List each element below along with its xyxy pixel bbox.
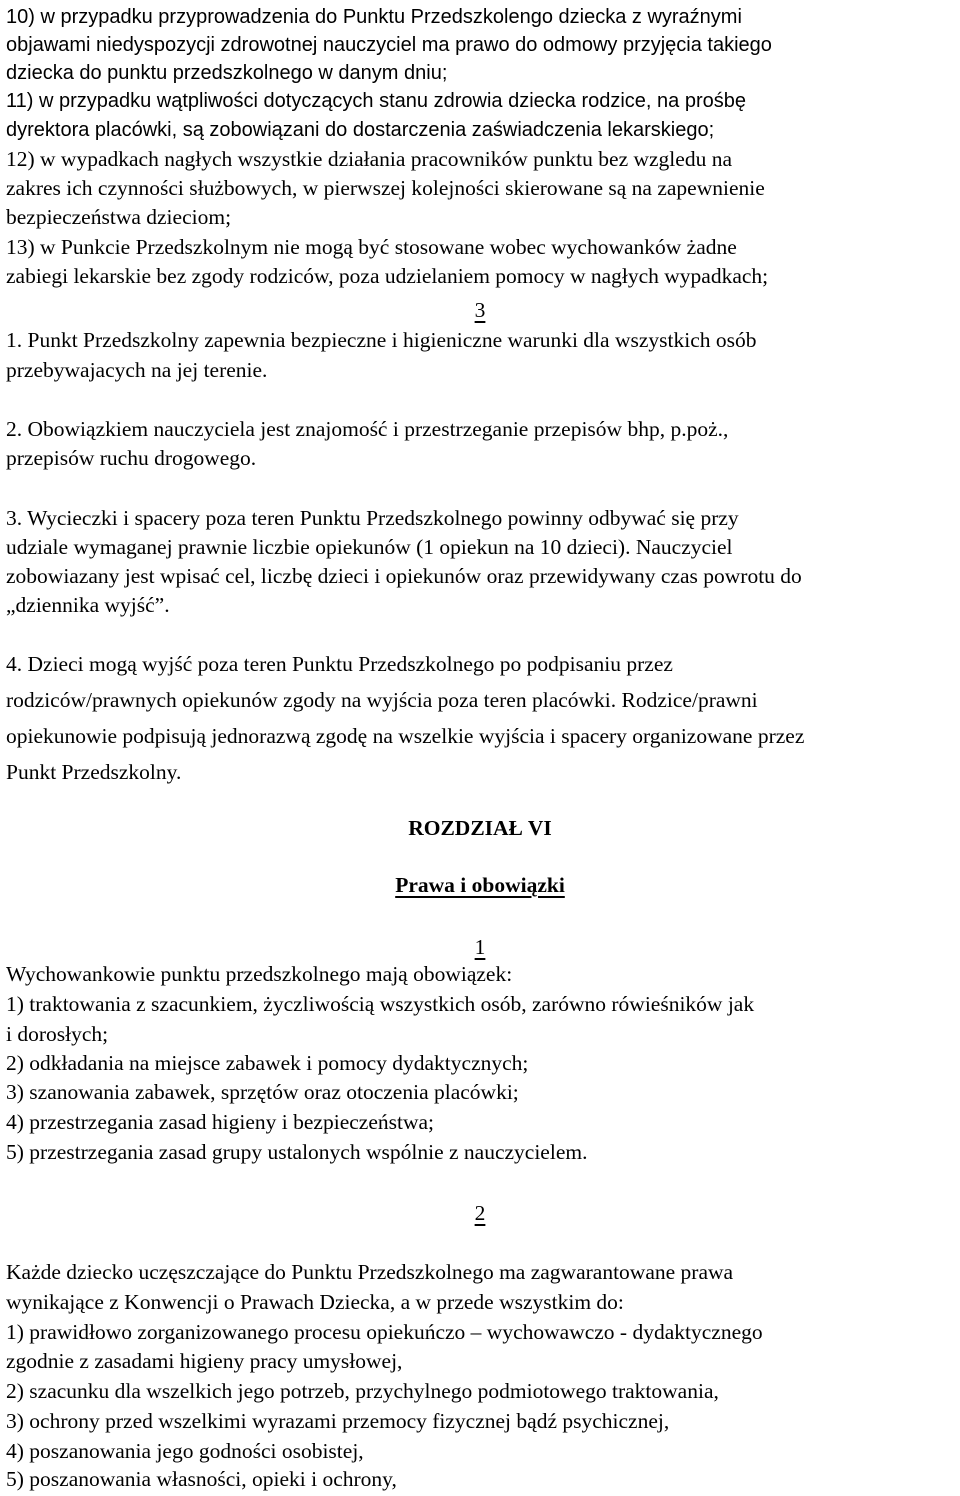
text-line: wynikające z Konwencji o Prawach Dziecka, a w przede wszystkim do: xyxy=(6,1290,624,1314)
text-line: 2) szacunku dla wszelkich jego potrzeb, przychylnego podmiotowego traktowania, xyxy=(6,1379,719,1403)
text-line: bezpieczeństwa dzieciom; xyxy=(6,205,232,229)
text-line: przepisów ruchu drogowego. xyxy=(6,446,257,470)
text-line: 3. Wycieczki i spacery poza teren Punktu Przedszkolnego powinny odbywać się przy xyxy=(6,506,739,530)
text-line: 3) ochrony przed wszelkimi wyrazami przemocy fizycznej bądź psychicznej, xyxy=(6,1409,670,1433)
text-line: „dziennika wyjść”. xyxy=(6,593,170,617)
text-line: 1) traktowania z szacunkiem, życzliwością wszystkich osób, zarówno rówieśników jak xyxy=(6,992,755,1016)
section-mark: 3 xyxy=(474,298,486,322)
text-line: zabiegi lekarskie bez zgody rodziców, poza udzielaniem pomocy w nagłych wypadkach; xyxy=(6,264,769,288)
text-line: Punkt Przedszkolny. xyxy=(6,760,182,784)
section-mark: 1 xyxy=(474,935,486,959)
text-line: 5) przestrzegania zasad grupy ustalonych wspólnie z nauczycielem. xyxy=(6,1140,588,1164)
text-line: 1. Punkt Przedszkolny zapewnia bezpieczne i higieniczne warunki dla wszystkich osób xyxy=(6,328,757,352)
text-line: Każde dziecko uczęszczające do Punktu Przedszkolnego ma zagwarantowane prawa xyxy=(6,1260,734,1284)
text-line: zakres ich czynności służbowych, w pierwszej kolejności skierowane są na zapewnienie xyxy=(6,176,765,200)
text-line: 3) szanowania zabawek, sprzętów oraz otoczenia placówki; xyxy=(6,1080,519,1104)
text-line: zobowiazany jest wpisać cel, liczbę dzieci i opiekunów oraz przewidywany czas powrotu do xyxy=(6,564,802,588)
section-mark: 2 xyxy=(474,1201,486,1225)
text-line: 2. Obowiązkiem nauczyciela jest znajomość i przestrzeganie przepisów bhp, p.poż., xyxy=(6,417,729,441)
text-line: zgodnie z zasadami higieny pracy umysłowej, xyxy=(6,1349,403,1373)
text-line: 2) odkładania na miejsce zabawek i pomocy dydaktycznych; xyxy=(6,1051,529,1075)
text-line: Wychowankowie punktu przedszkolnego mają obowiązek: xyxy=(6,962,513,986)
chapter-title: Prawa i obowiązki xyxy=(395,873,565,897)
text-line: 4) przestrzegania zasad higieny i bezpieczeństwa; xyxy=(6,1110,434,1134)
text-line: 11) w przypadku wątpliwości dotyczących stanu zdrowia dziecka rodzice, na prośbę xyxy=(6,90,746,112)
chapter-heading: ROZDZIAŁ VI xyxy=(408,816,552,840)
text-line: 4. Dzieci mogą wyjść poza teren Punktu Przedszkolnego po podpisaniu przez xyxy=(6,652,673,676)
text-line: dyrektora placówki, są zobowiązani do dostarczenia zaświadczenia lekarskiego; xyxy=(6,119,715,141)
text-line: przebywajacych na jej terenie. xyxy=(6,358,268,382)
text-line: 12) w wypadkach nagłych wszystkie działania pracowników punktu bez wzgledu na xyxy=(6,147,732,171)
text-line: rodziców/prawnych opiekunów zgody na wyjścia poza teren placówki. Rodzice/prawni xyxy=(6,688,758,712)
text-line: udziale wymaganej prawnie liczbie opiekunów (1 opiekun na 10 dzieci). Nauczyciel xyxy=(6,535,733,559)
text-line: opiekunowie podpisują jednorazwą zgodę na wszelkie wyjścia i spacery organizowane przez xyxy=(6,724,805,748)
text-line: objawami niedyspozycji zdrowotnej nauczyciel ma prawo do odmowy przyjęcia takiego xyxy=(6,34,772,56)
text-line: 13) w Punkcie Przedszkolnym nie mogą być stosowane wobec wychowanków żadne xyxy=(6,235,737,259)
text-line: 10) w przypadku przyprowadzenia do Punktu Przedszkolengo dziecka z wyraźnymi xyxy=(6,6,742,28)
text-line: 1) prawidłowo zorganizowanego procesu opiekuńczo – wychowawczo - dydaktycznego xyxy=(6,1320,763,1344)
text-line: 4) poszanowania jego godności osobistej, xyxy=(6,1439,364,1463)
text-line: i dorosłych; xyxy=(6,1022,109,1046)
text-line: 5) poszanowania własności, opieki i ochrony, xyxy=(6,1467,397,1491)
text-line: dziecka do punktu przedszkolnego w danym dniu; xyxy=(6,62,448,84)
